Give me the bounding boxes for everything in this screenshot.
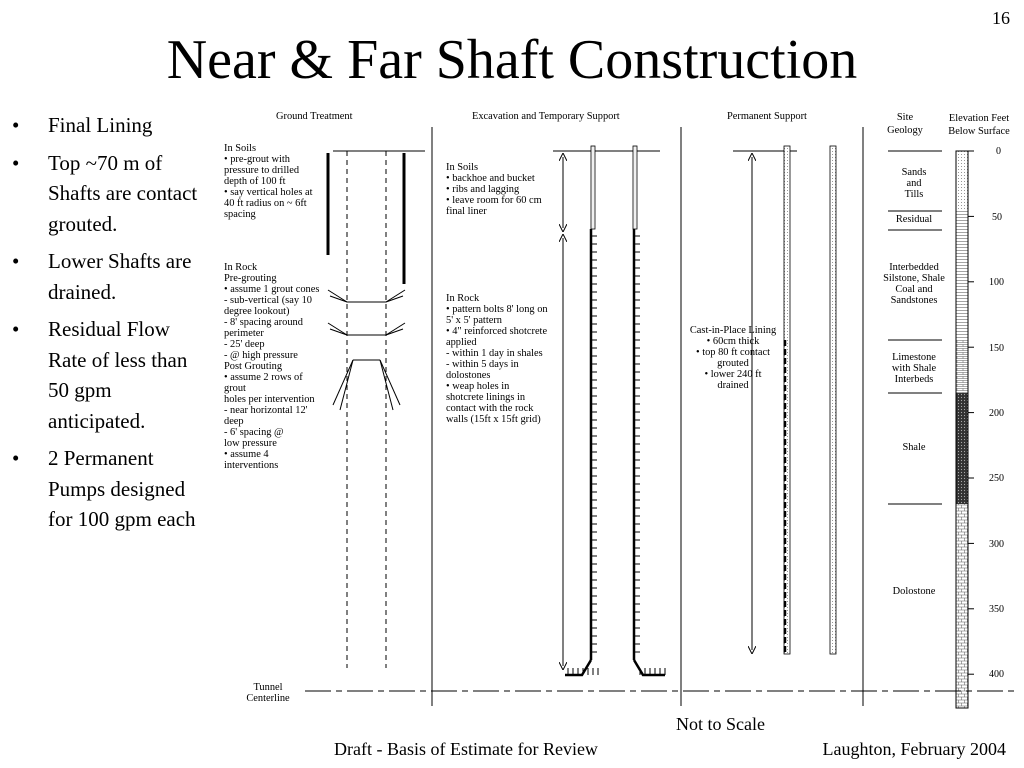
footer-author-date: Laughton, February 2004: [822, 739, 1006, 759]
excavation-soils-note: [446, 162, 542, 217]
text-line: Centerline: [246, 693, 290, 704]
text-line: perimeter: [224, 328, 264, 339]
text-line: Sands: [901, 167, 927, 178]
text-line: - @ high pressure: [224, 350, 298, 361]
text-line: - 6' spacing @: [224, 427, 284, 438]
ground-treatment-soils-note: [224, 143, 312, 220]
text-line: • assume 1 grout cones: [224, 284, 320, 295]
text-line: - within 1 day in shales: [446, 348, 543, 359]
text-line: In Soils: [446, 162, 479, 173]
text-line: • backhoe and bucket: [446, 173, 535, 184]
text-line: 40 ft radius on ~ 6ft: [224, 198, 307, 209]
elevation-label: 200: [989, 408, 1004, 419]
ground-treatment-heading: Ground Treatment: [276, 111, 353, 122]
text-line: final liner: [446, 206, 487, 217]
text-line: interventions: [224, 460, 279, 471]
text-line: In Rock: [446, 293, 480, 304]
strata-residual: [869, 214, 959, 225]
text-line: • ribs and lagging: [446, 184, 520, 195]
elevation-label: 100: [989, 277, 1004, 288]
bullet-item: • Final Lining: [10, 110, 210, 141]
bullet-item: • Top ~70 m of Shafts are contact grouted.: [10, 148, 210, 240]
text-line: Post Grouting: [224, 361, 283, 372]
elevation-label: 350: [989, 604, 1004, 615]
text-line: walls (15ft x 15ft grid): [446, 414, 541, 425]
text-line: 5' x 5' pattern: [446, 315, 502, 326]
elevation-label: 250: [989, 473, 1004, 484]
elevation-label: 400: [989, 669, 1004, 680]
text-line: pressure to drilled: [224, 165, 300, 176]
text-line: low pressure: [224, 438, 277, 449]
text-line: • assume 2 rows of: [224, 372, 303, 383]
text-line: with Shale: [891, 363, 937, 374]
text-line: Sandstones: [890, 295, 938, 306]
text-line: - 25' deep: [224, 339, 265, 350]
text-line: • lower 240 ft: [704, 369, 762, 380]
bullet-item: • Lower Shafts are drained.: [10, 246, 210, 307]
text-line: Interbedded: [889, 262, 939, 273]
permanent-lining-note: [683, 325, 783, 391]
strata-shale: [869, 442, 959, 453]
text-line: - sub-vertical (say 10: [224, 295, 313, 306]
excavation-rock-note: [446, 293, 548, 425]
elevation-label: 50: [992, 212, 1002, 223]
text-line: deep: [224, 416, 244, 427]
text-line: Tunnel: [253, 682, 283, 693]
text-line: • say vertical holes at: [224, 187, 313, 198]
text-line: and: [906, 178, 922, 189]
text-line: In Rock: [224, 262, 258, 273]
slide-title: Near & Far Shaft Construction: [166, 29, 858, 91]
ground-treatment-rock-note: [224, 262, 319, 471]
elevation-label: 300: [989, 539, 1004, 550]
slide-number: 16: [992, 8, 1010, 28]
text-line: applied: [446, 337, 477, 348]
elevation-label: 0: [996, 146, 1001, 157]
text-line: Cast-in-Place Lining: [689, 325, 777, 336]
text-line: grouted: [717, 358, 749, 369]
text-line: • 60cm thick: [706, 336, 760, 347]
text-line: Limestone: [892, 352, 936, 363]
text-line: • 4" reinforced shotcrete: [446, 326, 548, 337]
text-line: dolostones: [446, 370, 491, 381]
ground-treatment-sketch: [328, 151, 425, 668]
strata-sands-tills: [869, 167, 959, 200]
text-line: • assume 4: [224, 449, 269, 460]
excavation-sketch: [553, 146, 665, 675]
not-to-scale-note: Not to Scale: [676, 714, 765, 734]
text-line: • leave room for 60 cm: [446, 195, 542, 206]
text-line: Dolostone: [892, 586, 936, 597]
text-line: spacing: [224, 209, 256, 220]
text-line: • top 80 ft contact: [695, 347, 771, 358]
text-line: - within 5 days in: [446, 359, 519, 370]
text-line: Pre-grouting: [224, 273, 277, 284]
strata-limestone: [869, 352, 959, 385]
text-line: Tills: [904, 189, 924, 200]
elevation-column: [956, 151, 974, 708]
text-line: contact with the rock: [446, 403, 534, 414]
bullet-item: • 2 Permanent Pumps designed for 100 gpm each: [10, 443, 210, 535]
text-line: holes per intervention: [224, 394, 315, 405]
text-line: Coal and: [895, 284, 933, 295]
text-line: Shale: [902, 442, 926, 453]
text-line: grout: [224, 383, 246, 394]
text-line: • weap holes in: [446, 381, 510, 392]
excavation-heading: Excavation and Temporary Support: [472, 111, 620, 122]
text-line: Interbeds: [894, 374, 934, 385]
text-line: • pre-grout with: [224, 154, 290, 165]
text-line: Silstone, Shale: [883, 273, 945, 284]
footer-draft-note: Draft - Basis of Estimate for Review: [334, 739, 598, 759]
text-line: • pattern bolts 8' long on: [446, 304, 548, 315]
text-line: - 8' spacing around: [224, 317, 303, 328]
strata-dolostone: [869, 586, 959, 597]
text-line: degree lookout): [224, 306, 290, 317]
elevation-label: 150: [989, 343, 1004, 354]
text-line: - near horizontal 12': [224, 405, 308, 416]
text-line: depth of 100 ft: [224, 176, 286, 187]
site-geology-heading: Site Geology: [887, 112, 923, 136]
tunnel-centerline-label: [240, 682, 296, 704]
text-line: In Soils: [224, 143, 257, 154]
text-line: shotcrete linings in: [446, 392, 526, 403]
elevation-heading: Elevation Feet Below Surface: [948, 113, 1010, 137]
permanent-support-sketch: [733, 146, 836, 654]
strata-interbedded: [869, 262, 959, 306]
text-line: drained: [717, 380, 749, 391]
bullet-item: • Residual Flow Rate of less than 50 gpm anticipated.: [10, 314, 210, 436]
text-line: Residual: [895, 214, 933, 225]
permanent-support-heading: Permanent Support: [727, 111, 807, 122]
